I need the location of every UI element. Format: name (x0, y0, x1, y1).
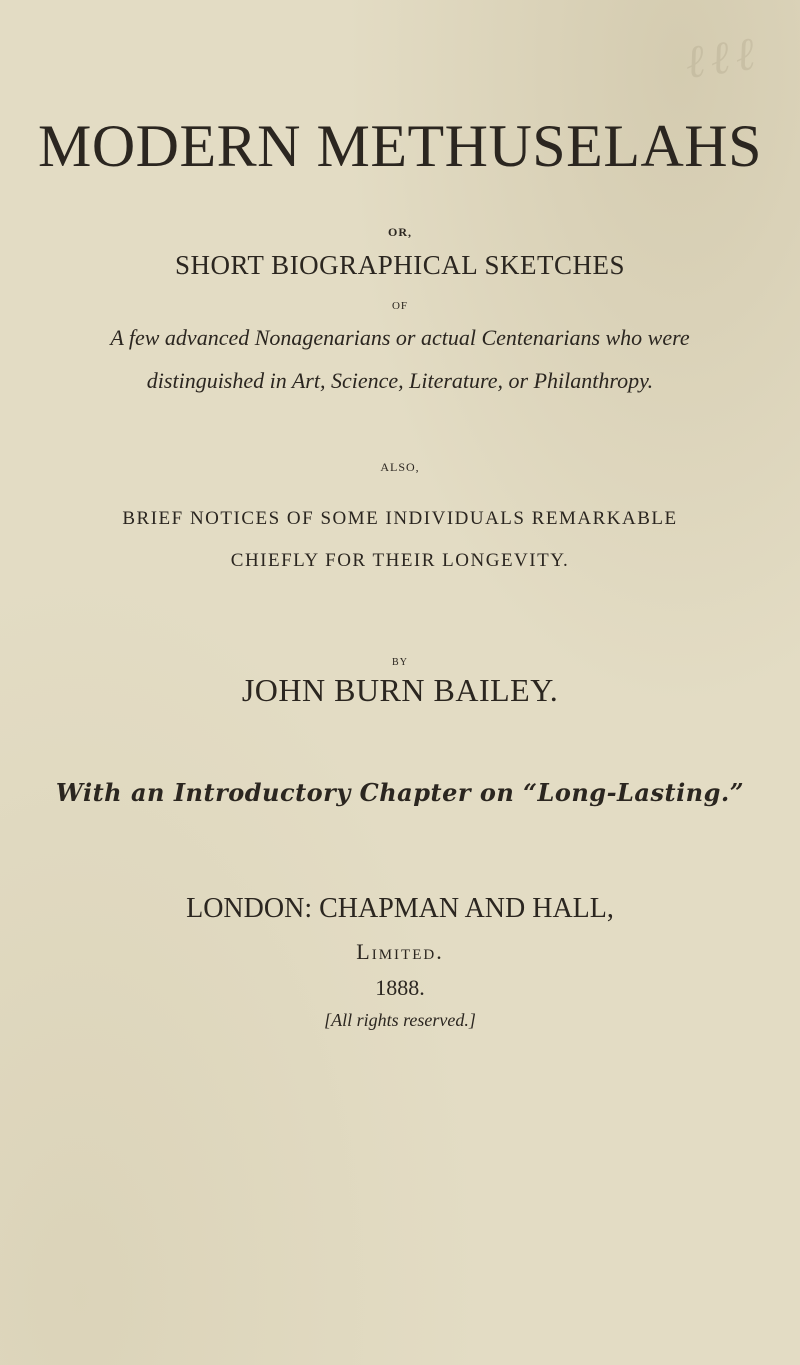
rights-notice: [All rights reserved.] (324, 1010, 476, 1030)
show-through-marks: ℓℓℓ (681, 25, 764, 89)
notice-line-1: BRIEF NOTICES OF SOME INDIVIDUALS REMARKABLE (122, 508, 678, 529)
of-connector: OF (391, 300, 409, 312)
or-connector: OR, (388, 225, 412, 239)
author-name: JOHN BURN BAILEY. (241, 672, 559, 708)
notice-line-2: CHIEFLY FOR THEIR LONGEVITY. (230, 550, 570, 571)
description-line-2: distinguished in Art, Science, Literature, or Philanthropy. (146, 368, 654, 393)
main-title: MODERN METHUSELAHS (37, 113, 763, 179)
subtitle: SHORT BIOGRAPHICAL SKETCHES (175, 250, 625, 280)
introductory-chapter-note: With an Introductory Chapter on “Long-Lasting.” (55, 778, 745, 807)
publication-year: 1888. (375, 975, 425, 1000)
publisher-limited: Limited. (356, 939, 444, 964)
publisher-imprint: LONDON: CHAPMAN AND HALL, (186, 893, 614, 924)
also-connector: ALSO, (380, 460, 420, 474)
by-connector: BY (392, 657, 408, 668)
description-line-1: A few advanced Nonagenarians or actual Centenarians who were (110, 325, 690, 350)
